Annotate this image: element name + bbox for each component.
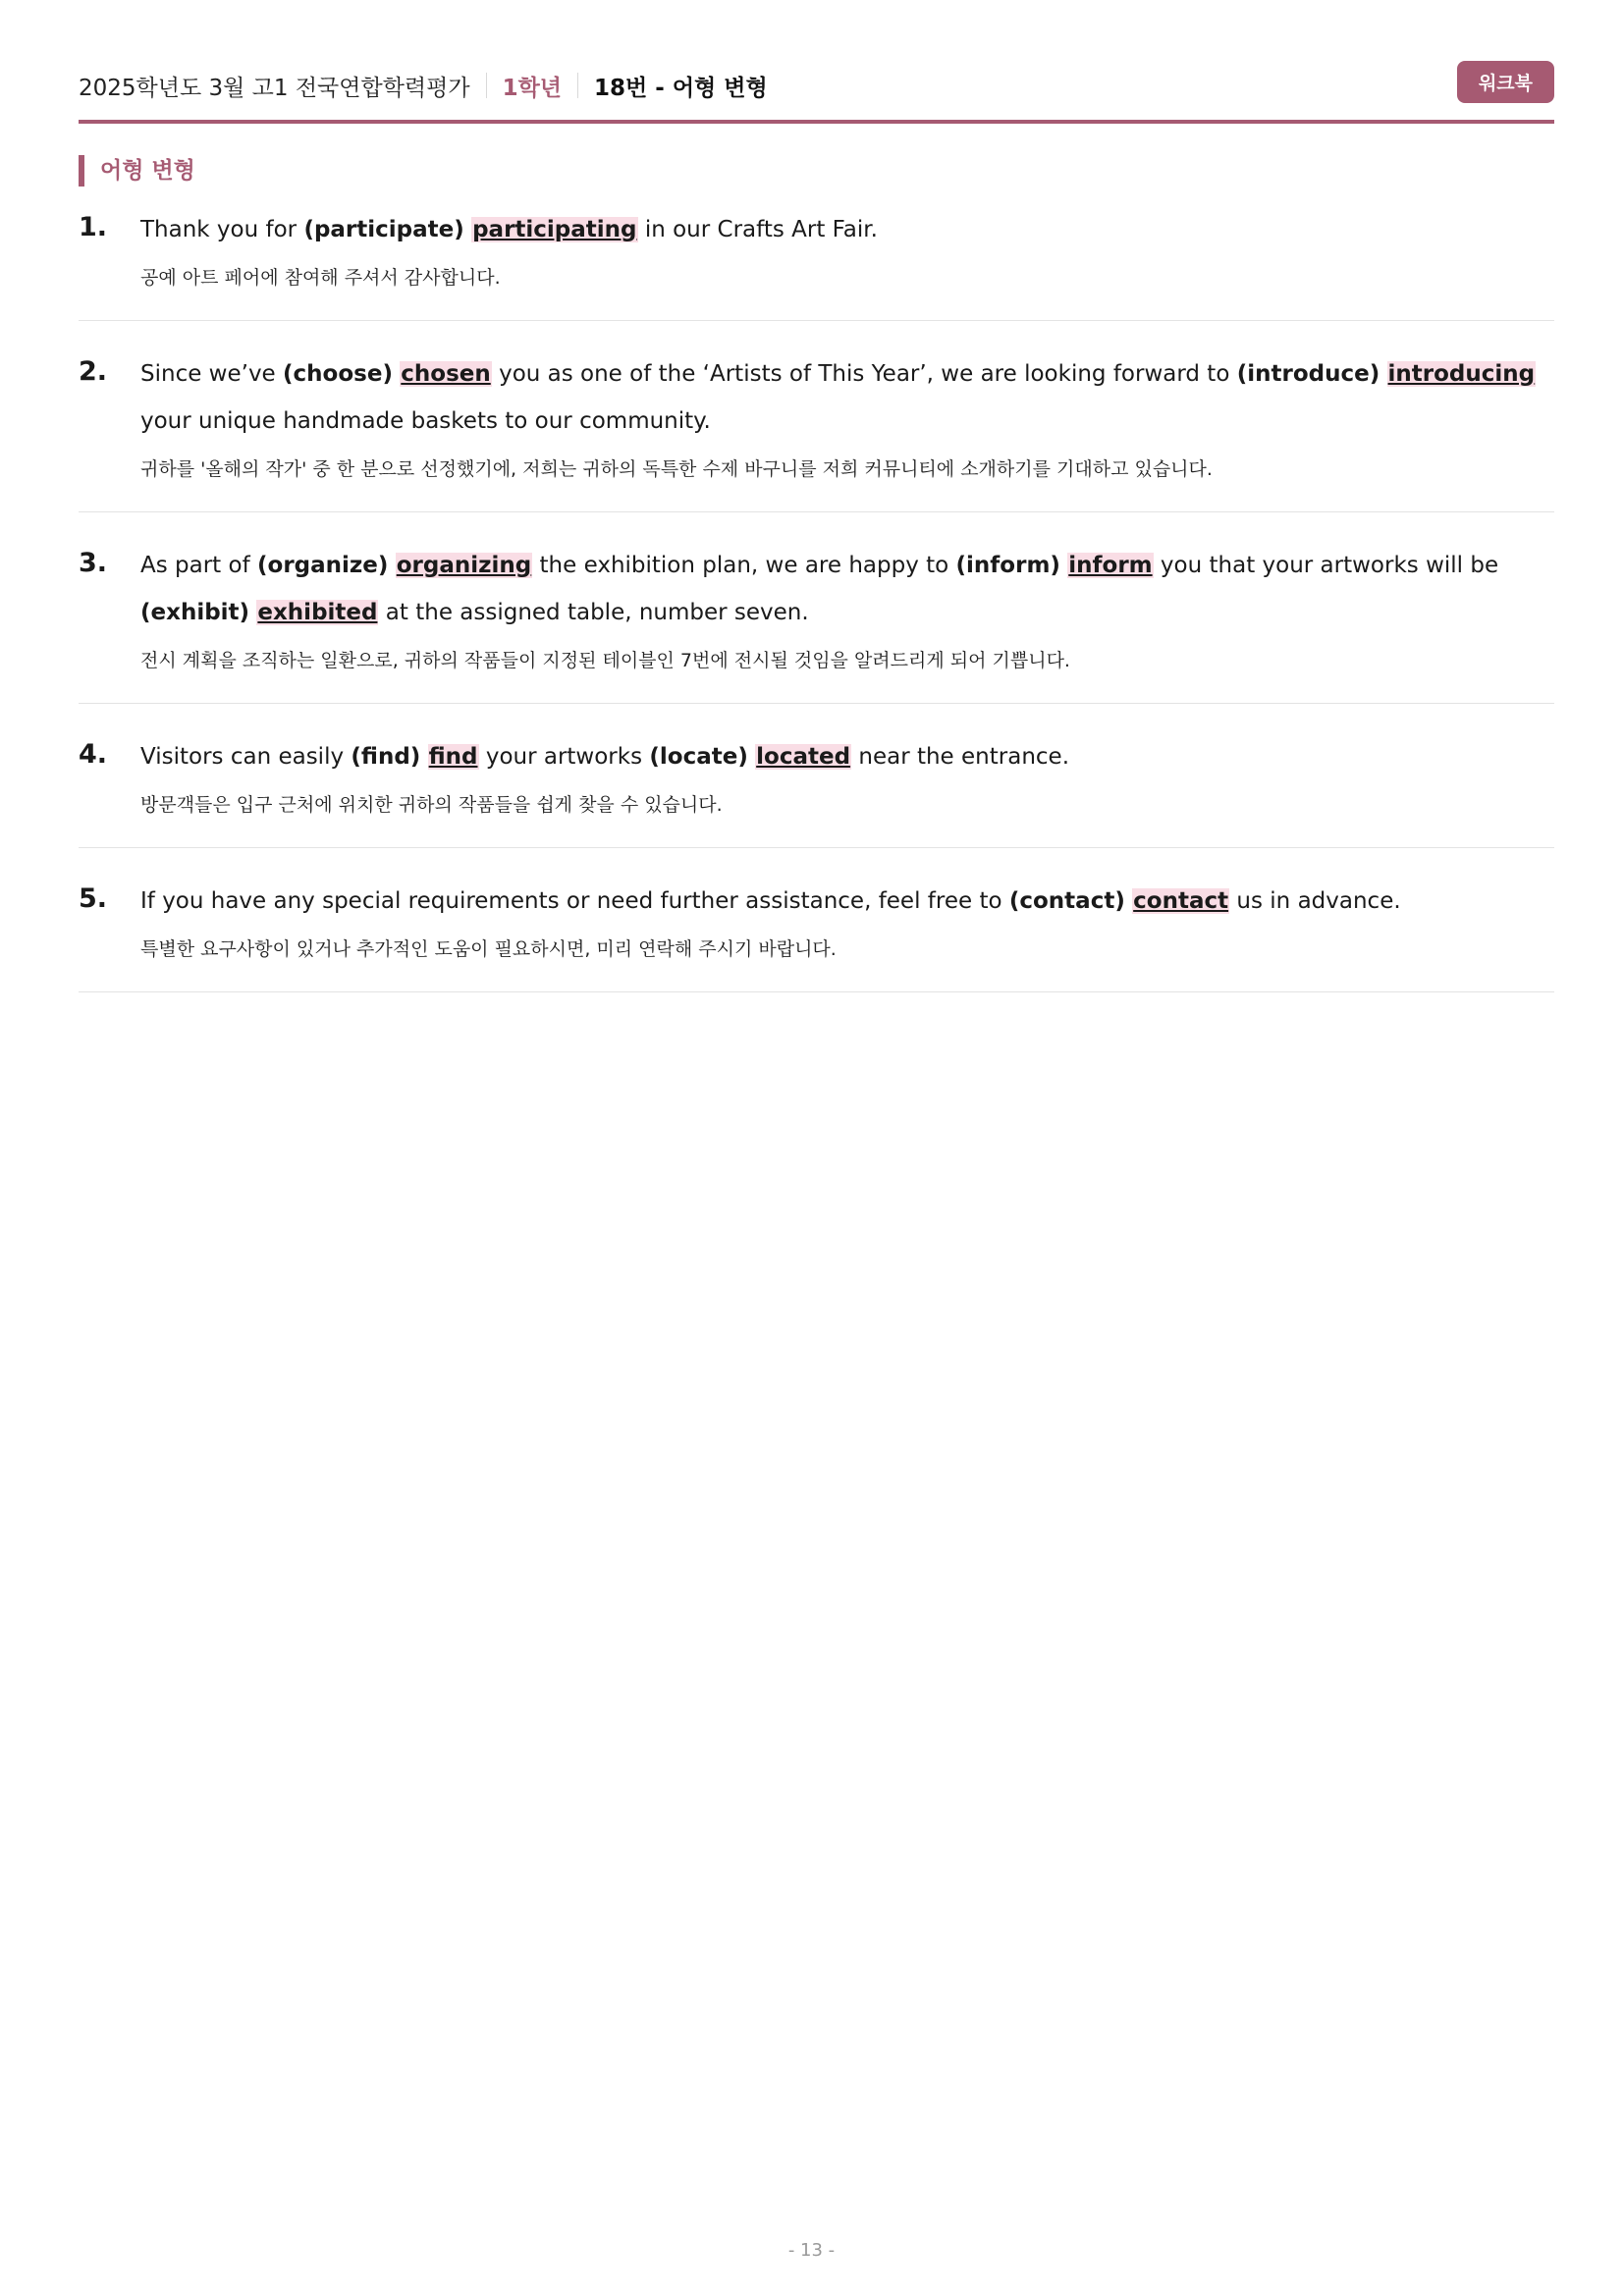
sentence-text: near the entrance.: [851, 744, 1069, 770]
sentence-text: As part of: [140, 553, 257, 578]
sentence-text: [1380, 361, 1386, 387]
base-word-hint: (exhibit): [140, 600, 250, 625]
answer-word: contact: [1133, 888, 1229, 914]
section-title: 어형 변형: [79, 155, 195, 187]
exam-title: 2025학년도 3월 고1 전국연합학력평가: [79, 75, 470, 101]
answer-word: exhibited: [257, 600, 378, 625]
base-word-hint: (introduce): [1236, 361, 1380, 387]
sentence-text: [464, 217, 471, 242]
sentence-text: you that your artworks will be: [1153, 553, 1499, 578]
exercise-item: [79, 542, 1554, 704]
sentence-text: in our Crafts Art Fair.: [637, 217, 878, 242]
workbook-badge: 워크북: [1457, 61, 1554, 103]
sentence-text: [420, 744, 427, 770]
sentence-text: Thank you for: [140, 217, 304, 242]
sentence-text: your artworks: [478, 744, 650, 770]
korean-translation: 특별한 요구사항이 있거나 추가적인 도움이 필요하시면, 미리 연락해 주시기 바랍니다.: [140, 938, 837, 960]
sentence-text: [388, 553, 395, 578]
english-sentence: [140, 542, 1554, 636]
base-word-hint: (participate): [303, 217, 464, 242]
korean-translation: 방문객들은 입구 근처에 위치한 귀하의 작품들을 쉽게 찾을 수 있습니다.: [140, 794, 723, 816]
page-number: - 13 -: [787, 2240, 836, 2261]
exercise-item: [79, 206, 1554, 321]
item-number: 5.: [79, 883, 108, 914]
base-word-hint: (choose): [283, 361, 393, 387]
base-word-hint: (find): [351, 744, 421, 770]
base-word-hint: (contact): [1008, 888, 1125, 914]
exercise-item: [79, 733, 1554, 848]
sentence-text: you as one of the ‘Artists of This Year’, we are looking forward to: [491, 361, 1237, 387]
header-divider: [486, 73, 487, 98]
item-number: 3.: [79, 548, 108, 578]
exercise-list: [79, 206, 1554, 992]
answer-word: participating: [472, 217, 637, 242]
topic-title: 18번 - 어형 변형: [594, 75, 768, 101]
answer-word: chosen: [401, 361, 491, 387]
exercise-item: [79, 878, 1554, 992]
exercise-item: [79, 350, 1554, 512]
answer-word: located: [756, 744, 851, 770]
sentence-text: at the assigned table, number seven.: [378, 600, 809, 625]
item-number: 2.: [79, 356, 108, 387]
answer-word: organizing: [396, 553, 532, 578]
sentence-text: Since we’ve: [140, 361, 284, 387]
base-word-hint: (organize): [257, 553, 389, 578]
sentence-text: If you have any special requirements or need further assistance, feel free to: [140, 888, 1009, 914]
base-word-hint: (locate): [649, 744, 748, 770]
sentence-text: us in advance.: [1229, 888, 1401, 914]
grade-label: 1학년: [502, 75, 563, 101]
sentence-text: Visitors can easily: [140, 744, 352, 770]
item-number: 1.: [79, 212, 108, 242]
sentence-text: the exhibition plan, we are happy to: [532, 553, 956, 578]
korean-translation: 귀하를 '올해의 작가' 중 한 분으로 선정했기에, 저희는 귀하의 독특한 수제 바구니를 저희 커뮤니티에 소개하기를 기대하고 있습니다.: [140, 458, 1213, 480]
english-sentence: [140, 206, 1554, 253]
korean-translation: 전시 계획을 조직하는 일환으로, 귀하의 작품들이 지정된 테이블인 7번에 전시될 것임을 알려드리게 되어 기쁩니다.: [140, 650, 1070, 671]
sentence-text: your unique handmade baskets to our community.: [140, 408, 711, 434]
korean-translation: 공예 아트 페어에 참여해 주셔서 감사합니다.: [140, 267, 501, 289]
english-sentence: [140, 878, 1554, 925]
answer-word: introducing: [1387, 361, 1536, 387]
english-sentence: [140, 350, 1554, 445]
answer-word: inform: [1068, 553, 1153, 578]
item-number: 4.: [79, 739, 108, 770]
answer-word: find: [428, 744, 478, 770]
base-word-hint: (inform): [955, 553, 1060, 578]
header-divider: [577, 73, 578, 98]
english-sentence: [140, 733, 1554, 780]
page-header: [79, 61, 1554, 124]
